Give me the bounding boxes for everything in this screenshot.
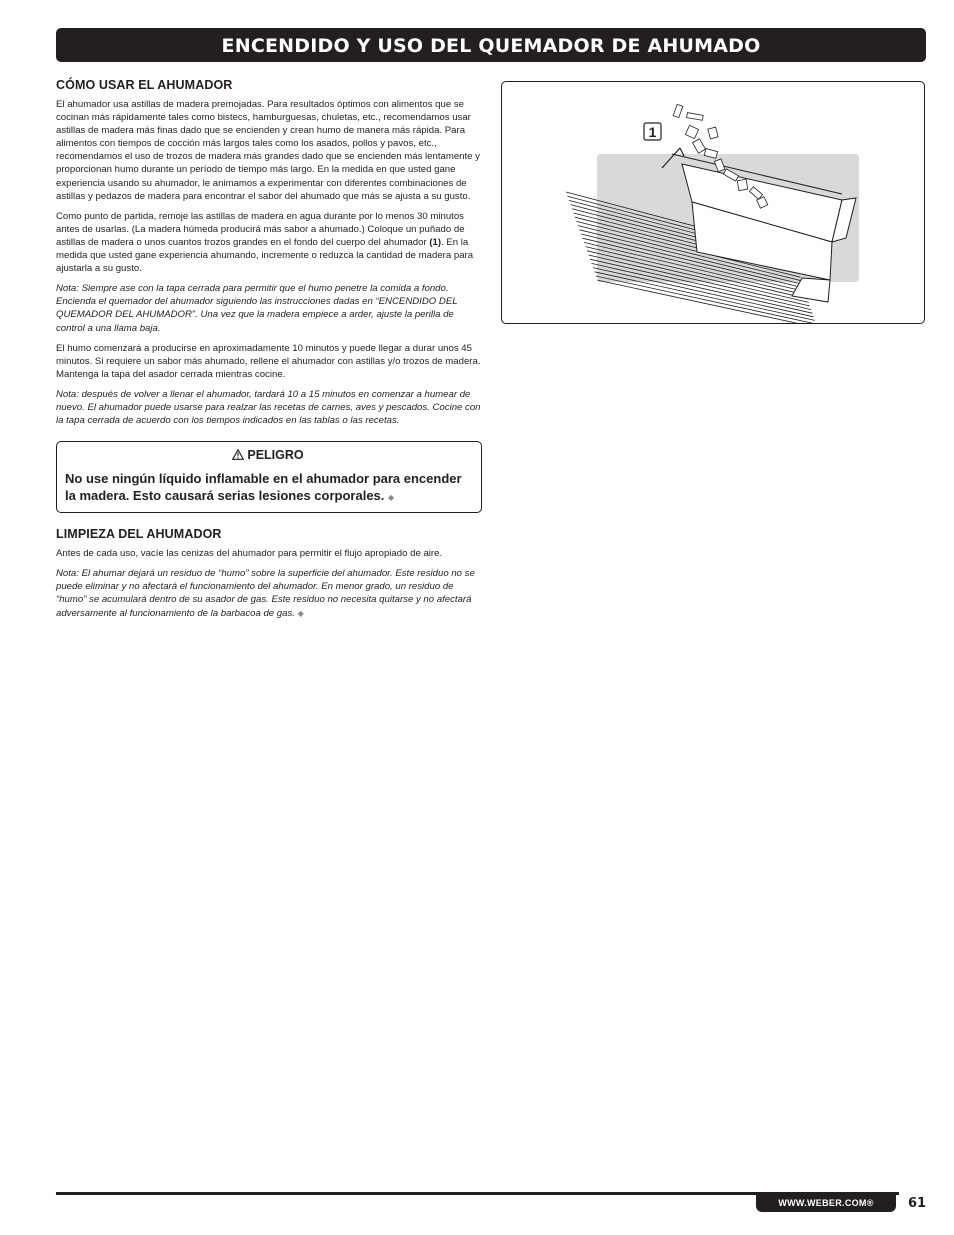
warning-triangle-icon (232, 449, 244, 460)
section-heading-how-to-use: CÓMO USAR EL AHUMADOR (56, 78, 233, 92)
paragraph-starting-point (56, 210, 483, 275)
note-lid-closed: Nota: Siempre ase con la tapa cerrada para permitir que el humo penetre la comida a fondo. Encienda el quemador del ahumador siguiendo las instrucciones dadas en “ENCENDIDO DEL QUEMADOR DEL AHUMADOR”. Una vez que la madera empiece a arder, ajuste la perilla de control a una llama baja. (56, 283, 458, 334)
end-diamond-icon: ◆ (388, 493, 395, 503)
page-title: ENCENDIDO Y USO DEL QUEMADOR DE AHUMADO (56, 28, 926, 62)
note-residue (56, 567, 483, 619)
danger-text-body: No use ningún líquido inflamable en el ahumador para encender la madera. Esto causará serias lesiones corporales. (65, 471, 462, 504)
danger-text (65, 470, 471, 506)
smoker-box-illustration (502, 82, 924, 323)
smoker-illustration-frame (501, 81, 925, 324)
danger-heading (65, 448, 471, 462)
callout-number-1: 1 (648, 124, 657, 140)
left-column (56, 78, 483, 627)
note-refill: Nota: después de volver a llenar el ahumador, tardará 10 a 15 minutos en comenzar a humear de nuevo. El ahumador puede usarse para realzar las recetas de carnes, aves y pescados. Cocine con la tapa cerrada de acuerdo con los tiempos indicados en las tablas o las recetas. (56, 388, 481, 427)
website-badge: WWW.WEBER.COM® (756, 1194, 896, 1212)
section-heading-cleaning: LIMPIEZA DEL AHUMADOR (56, 527, 222, 542)
paragraph-starting-point-a: Como punto de partida, remoje las astillas de madera en agua durante por lo menos 30 minutos antes de usarlas. (La madera húmeda producirá más sabor a ahumado.) Coloque un puñado de astillas de madera o unos cuantos trozos grandes en el fondo del cuerpo del ahumador (56, 210, 465, 248)
paragraph-empty-ashes: Antes de cada uso, vacíe las cenizas del ahumador para permitir el flujo apropiado de aire. (56, 548, 443, 560)
callout-reference: (1) (429, 236, 442, 248)
paragraph-smoke-duration: El humo comenzará a producirse en aproximadamente 10 minutos y puede llegar a durar unos 45 minutos. Si requiere un sabor más ahumado, rellene el ahumador con astillas y/o trozos de madera. Mantenga la tapa del asador cerrada mientras cocine. (56, 342, 481, 380)
page-number: 61 (908, 1196, 927, 1211)
note-residue-text: Nota: El ahumar dejará un residuo de “humo” sobre la superficie del ahumador. Este residuo no se puede eliminar y no afectará el funcionamiento del ahumador. En menor grado, un residuo de “humo” se acumulará dentro de su asador de gas. Este residuo no necesita quitarse y no afectará adversamente al funcionamiento de la barbacoa de gas. (56, 568, 475, 619)
paragraph-starting-point-b: . En la medida que usted gane experiencia ahumando, incremente o reduzca la cantidad de madera para ajustarla a su gusto. (56, 236, 474, 275)
paragraph-wood-chips: El ahumador usa astillas de madera premojadas. Para resultados óptimos con alimentos que se cocinan más rápidamente tales como bistecs, hamburguesas, chuletas, etc., recomendamos usar astillas de madera más finas dado que se encienden y crean humo de manera más rápida. Para alimentos con tiempos de cocción más largos tales como los asados, pollos y pavos, etc., recomendamos el uso de trozos de madera más grandes dado que se encienden más lentamente y proporcionan humo durante un período de tiempo más largo. En la medida en que usted gane experiencia usando su ahumador, le animamos a experimentar con diferentes combinaciones de astillas y pedazos de madera para encontrar el sabor del ahumado que más se ajusta a su gusto. (56, 99, 480, 202)
end-diamond-icon: ◆ (297, 608, 304, 618)
danger-box (56, 441, 482, 513)
danger-heading-text: PELIGRO (247, 448, 304, 463)
